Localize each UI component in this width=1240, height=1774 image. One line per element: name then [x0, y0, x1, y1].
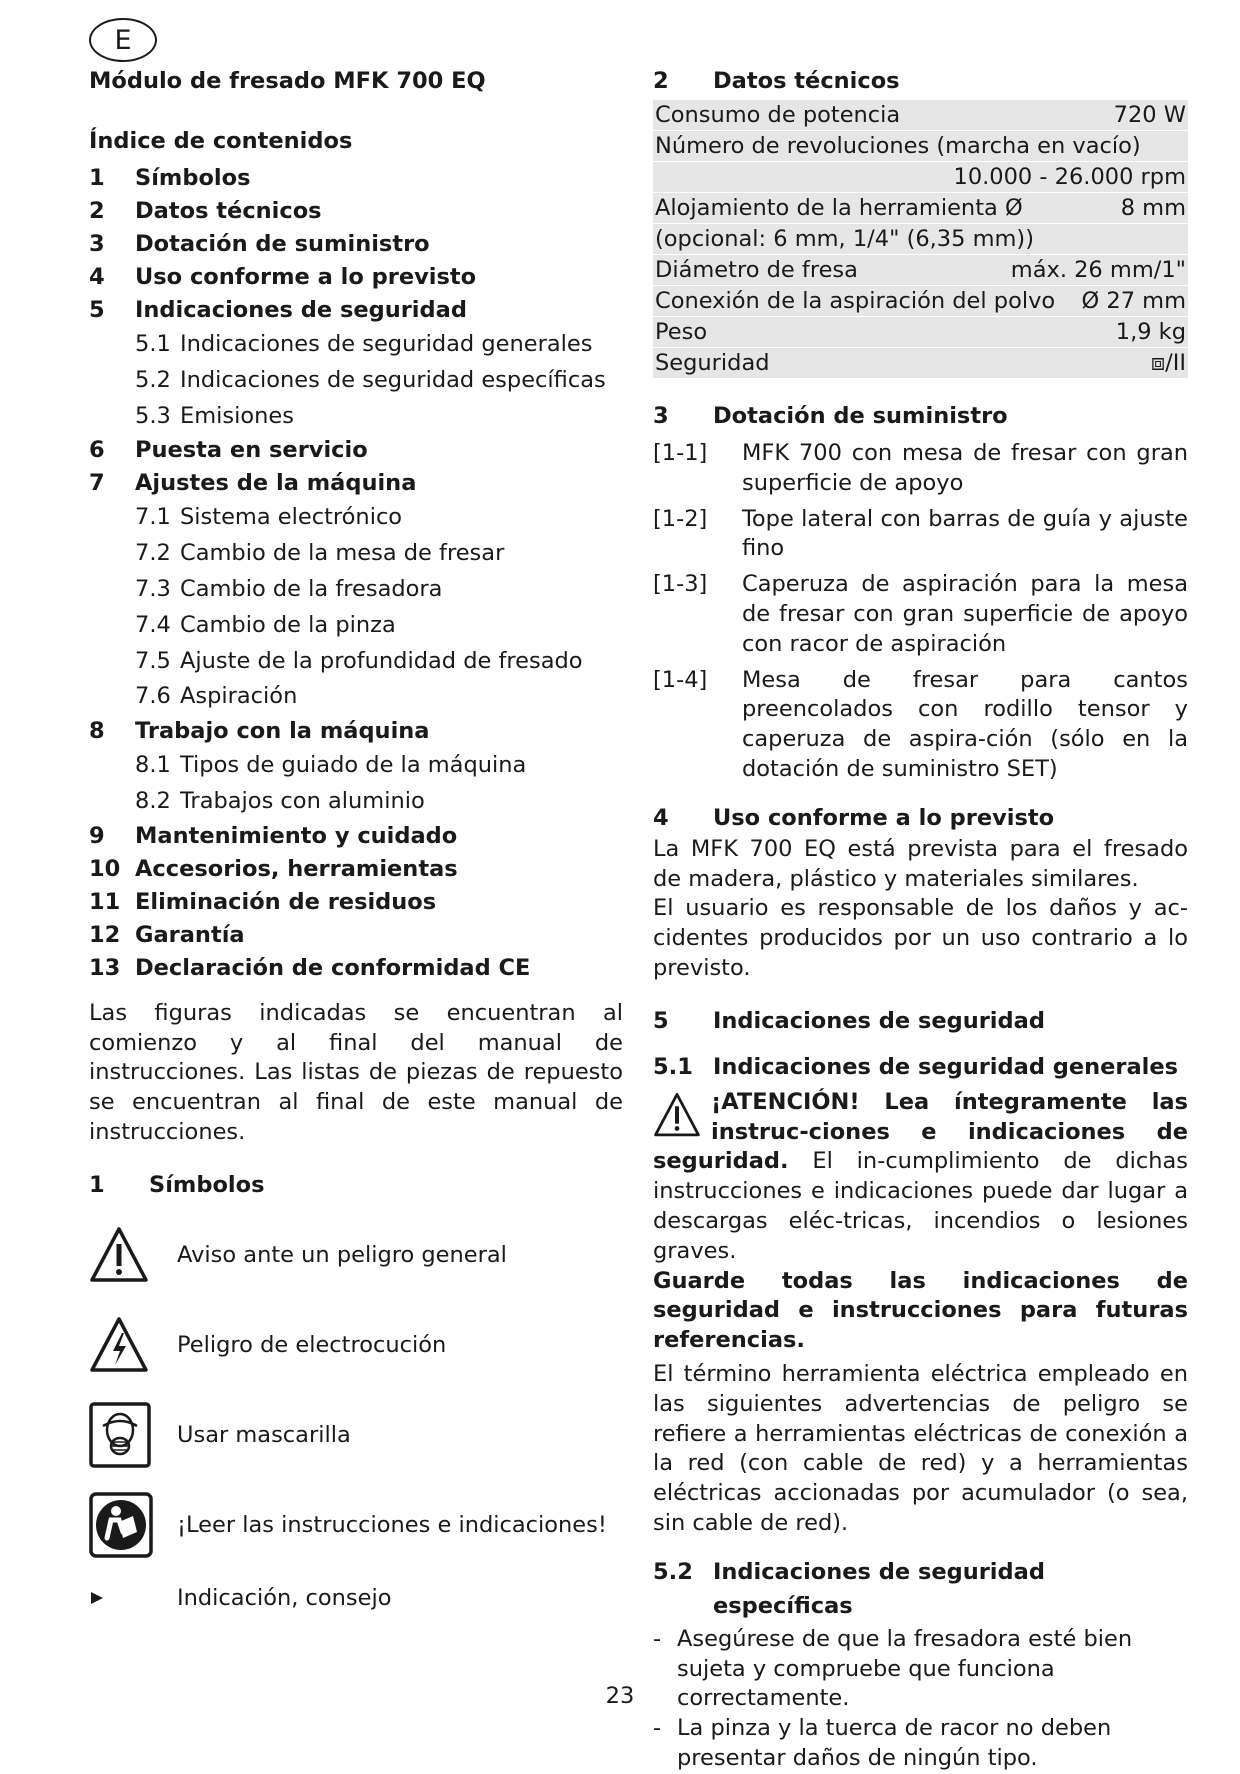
warning-paragraph — [653, 1088, 1188, 1267]
section-number: 5 — [653, 1007, 669, 1034]
symbol-label: Peligro de electrocución — [177, 1331, 447, 1358]
symbol-row — [89, 1480, 623, 1570]
toc-item — [89, 363, 623, 399]
toc-label: Garantía — [135, 921, 245, 948]
toc-number: 7.6 — [135, 683, 171, 710]
toc-label: Puesta en servicio — [135, 437, 368, 464]
toc-item — [89, 434, 623, 467]
tech-label: Seguridad — [655, 350, 770, 376]
use-text: La MFK 700 EQ está prevista para el fresado de madera, plástico y materiales similares. — [653, 835, 1188, 892]
toc-item — [89, 536, 623, 572]
toc-number: 4 — [89, 264, 105, 290]
dash-bullet: - — [653, 1715, 662, 1742]
toc-number: 6 — [89, 437, 105, 464]
section-title: Dotación de suministro — [713, 403, 1008, 429]
toc-item — [89, 608, 623, 644]
warning-triangle-icon — [89, 1226, 149, 1284]
tech-label: Conexión de la aspiración del polvo — [655, 288, 1056, 314]
table-of-contents — [89, 162, 623, 985]
toc-label: Accesorios, herramientas — [135, 855, 458, 882]
use-heading — [653, 801, 1188, 835]
toc-number: 13 — [89, 954, 121, 981]
symbols-list — [89, 1210, 623, 1626]
toc-label: Eliminación de residuos — [135, 888, 437, 915]
symbol-row — [89, 1300, 623, 1390]
toc-label: Ajustes de la máquina — [135, 470, 417, 497]
section-number: 5.1 — [653, 1053, 693, 1080]
section-number: 2 — [653, 68, 669, 94]
toc-item — [89, 886, 623, 919]
symbol-row — [89, 1570, 623, 1626]
toc-label: Sistema electrónico — [180, 504, 403, 531]
toc-item — [89, 715, 623, 748]
language-badge: E — [89, 18, 157, 62]
toc-number: 5.3 — [135, 402, 171, 429]
section-title: Símbolos — [149, 1171, 265, 1198]
arrow-tip-icon — [89, 1590, 105, 1606]
page-number: 23 — [605, 1683, 635, 1709]
toc-label: Símbolos — [135, 165, 251, 191]
toc-item — [89, 500, 623, 536]
toc-label: Trabajo con la máquina — [135, 718, 430, 745]
dust-mask-icon — [89, 1402, 151, 1468]
toc-item — [89, 820, 623, 853]
toc-number: 5 — [89, 297, 105, 323]
section-title: Datos técnicos — [713, 68, 900, 94]
toc-item — [89, 399, 623, 435]
toc-label: Cambio de la mesa de fresar — [180, 540, 505, 567]
symbol-label: Indicación, consejo — [177, 1584, 392, 1611]
toc-item — [89, 294, 623, 327]
figures-note: Las figuras indicadas se encuentran al comienzo y al final del manual de instrucciones. Las listas de piezas de repuesto se encuentran al final de este manual de instrucciones. — [89, 999, 623, 1145]
toc-number: 5.2 — [135, 366, 171, 393]
safety-specific-heading — [653, 1555, 1188, 1623]
tech-label: Número de revoluciones (marcha en vacío) — [655, 133, 1141, 159]
tech-label: Diámetro de fresa — [655, 257, 858, 283]
toc-item — [89, 919, 623, 952]
toc-number: 7.2 — [135, 540, 171, 567]
toc-number: 8.2 — [135, 787, 171, 814]
warning-triangle-icon — [653, 1092, 701, 1138]
list-item — [653, 666, 1188, 785]
item-text: Mesa de fresar para cantos preencolados con rodillo tensor y caperuza de aspira-ción (sólo en la dotación de suministro SET) — [742, 666, 1188, 782]
item-text: MFK 700 con mesa de fresar con gran superficie de apoyo — [742, 440, 1188, 496]
toc-item — [89, 748, 623, 784]
safety-general-heading — [653, 1050, 1188, 1084]
toc-number: 8.1 — [135, 752, 171, 779]
tech-label: Peso — [655, 319, 708, 345]
toc-label: Indicaciones de seguridad específicas — [180, 366, 606, 393]
toc-label: Mantenimiento y cuidado — [135, 822, 458, 849]
toc-number: 8 — [89, 718, 105, 745]
symbol-label: ¡Leer las instrucciones e indicaciones! — [177, 1511, 607, 1538]
toc-number: 11 — [89, 888, 121, 915]
toc-item — [89, 195, 623, 228]
table-row — [653, 162, 1188, 193]
table-row — [653, 286, 1188, 317]
use-text: El usuario es responsable de los daños y ac-cidentes producidos por un uso contrario a lo previsto. — [653, 895, 1188, 981]
toc-label: Cambio de la fresadora — [180, 575, 443, 602]
toc-item — [89, 572, 623, 608]
list-item — [653, 570, 1188, 659]
tech-label: Alojamiento de la herramienta Ø — [655, 195, 1023, 221]
toc-label: Tipos de guiado de la máquina — [180, 752, 527, 779]
list-item — [653, 505, 1188, 565]
toc-label: Trabajos con aluminio — [180, 787, 425, 814]
toc-item — [89, 327, 623, 363]
toc-label: Indicaciones de seguridad generales — [180, 331, 593, 357]
toc-label: Indicaciones de seguridad — [135, 297, 467, 323]
section-title: Indicaciones de seguridad generales — [713, 1053, 1179, 1080]
section-number: 5.2 — [653, 1558, 693, 1585]
tech-value: Ø 27 mm — [1081, 288, 1186, 314]
table-row — [653, 131, 1188, 162]
keep-instructions-text: Guarde todas las indicaciones de seguridad e instrucciones para futuras referencias. — [653, 1267, 1188, 1354]
item-text: Tope lateral con barras de guía y ajuste fino — [742, 505, 1188, 562]
toc-number: 7.4 — [135, 611, 171, 638]
toc-number: 12 — [89, 921, 121, 948]
toc-number: 1 — [89, 165, 105, 191]
item-text: Asegúrese de que la fresadora esté bien sujeta y compruebe que funciona correctamente. — [677, 1625, 1133, 1712]
toc-label: Emisiones — [180, 402, 294, 429]
section-title: Indicaciones de seguridad — [713, 1007, 1045, 1034]
warning-text: El in-cumplimiento de dichas instrucciones e indicaciones puede dar lugar a descargas eléc-tricas, incendios o lesiones graves. — [653, 1148, 1188, 1264]
symbol-label: Aviso ante un peligro general — [177, 1241, 507, 1268]
symbol-row — [89, 1390, 623, 1480]
table-row — [653, 317, 1188, 348]
symbol-row — [89, 1210, 623, 1300]
tech-value: ⧈/II — [1150, 350, 1186, 376]
supply-list — [653, 439, 1188, 785]
toc-number: 9 — [89, 822, 105, 849]
item-text: Caperuza de aspiración para la mesa de fresar con gran superficie de apoyo con racor de aspiración — [742, 571, 1188, 657]
section-title: Indicaciones de seguridad específicas — [713, 1558, 1045, 1619]
item-text: La pinza y la tuerca de racor no deben presentar daños de ningún tipo. — [677, 1715, 1112, 1771]
list-item — [653, 439, 1188, 499]
item-code: [1-1] — [653, 440, 708, 466]
table-row — [653, 255, 1188, 286]
document-title: Módulo de fresado MFK 700 EQ — [89, 68, 486, 94]
toc-number: 5.1 — [135, 331, 171, 357]
toc-item — [89, 228, 623, 261]
tech-value: máx. 26 mm/1" — [1010, 257, 1186, 283]
toc-item — [89, 679, 623, 715]
toc-number: 2 — [89, 198, 105, 224]
toc-label: Aspiración — [180, 683, 298, 710]
toc-label: Uso conforme a lo previsto — [135, 264, 477, 290]
tech-heading — [653, 64, 1188, 98]
toc-label: Dotación de suministro — [135, 231, 430, 257]
table-row — [653, 100, 1188, 131]
toc-item — [89, 467, 623, 500]
toc-number: 7.1 — [135, 504, 171, 531]
section-title: Uso conforme a lo previsto — [713, 804, 1055, 831]
toc-item — [89, 644, 623, 680]
table-row — [653, 348, 1188, 379]
tech-value: 8 mm — [1120, 195, 1186, 221]
tech-value: 10.000 - 26.000 rpm — [953, 164, 1186, 190]
item-code: [1-4] — [653, 666, 708, 693]
toc-number: 10 — [89, 855, 121, 882]
table-row — [653, 193, 1188, 224]
toc-label: Ajuste de la profundidad de fresado — [180, 647, 583, 674]
table-row — [653, 224, 1188, 255]
toc-number: 7.3 — [135, 575, 171, 602]
toc-number: 7 — [89, 470, 105, 497]
item-code: [1-2] — [653, 505, 708, 532]
warning-bold: ¡ATENCIÓN! Lea íntegramente las instruc-ciones e indicaciones de seguridad. — [653, 1088, 1188, 1175]
tech-value: 720 W — [1113, 102, 1186, 128]
read-manual-icon — [89, 1492, 153, 1558]
toc-number: 7.5 — [135, 647, 171, 674]
toc-number: 3 — [89, 231, 105, 257]
power-tool-term-text: El término herramienta eléctrica empleado en las siguientes advertencias de peligro se refiere a herramientas eléctricas de conexión a la red (con cable de red) y a herramientas eléctricas accionadas por acumulador (o sea, sin cable de red). — [653, 1360, 1188, 1536]
tech-label: (opcional: 6 mm, 1/4" (6,35 mm)) — [655, 226, 1034, 252]
section-number: 3 — [653, 403, 669, 429]
toc-label: Declaración de conformidad CE — [135, 954, 531, 981]
section-number: 1 — [89, 1171, 105, 1198]
tech-label: Consumo de potencia — [655, 102, 901, 128]
toc-title: Índice de contenidos — [89, 128, 353, 154]
toc-label: Cambio de la pinza — [180, 611, 396, 638]
toc-item — [89, 784, 623, 820]
safety-heading — [653, 1004, 1188, 1038]
toc-label: Datos técnicos — [135, 198, 322, 224]
symbols-heading — [89, 1168, 623, 1202]
item-code: [1-3] — [653, 571, 708, 598]
list-item — [653, 1714, 1188, 1774]
supply-heading — [653, 399, 1188, 433]
toc-item — [89, 162, 623, 195]
right-column — [653, 64, 1188, 1774]
toc-item — [89, 952, 623, 985]
electric-shock-icon — [89, 1316, 149, 1374]
toc-item — [89, 261, 623, 294]
tech-value: 1,9 kg — [1115, 319, 1186, 345]
toc-item — [89, 853, 623, 886]
dash-bullet: - — [653, 1625, 662, 1652]
section-number: 4 — [653, 804, 669, 831]
left-column — [89, 64, 623, 1626]
symbol-label: Usar mascarilla — [177, 1421, 351, 1448]
technical-data-table — [653, 100, 1188, 379]
